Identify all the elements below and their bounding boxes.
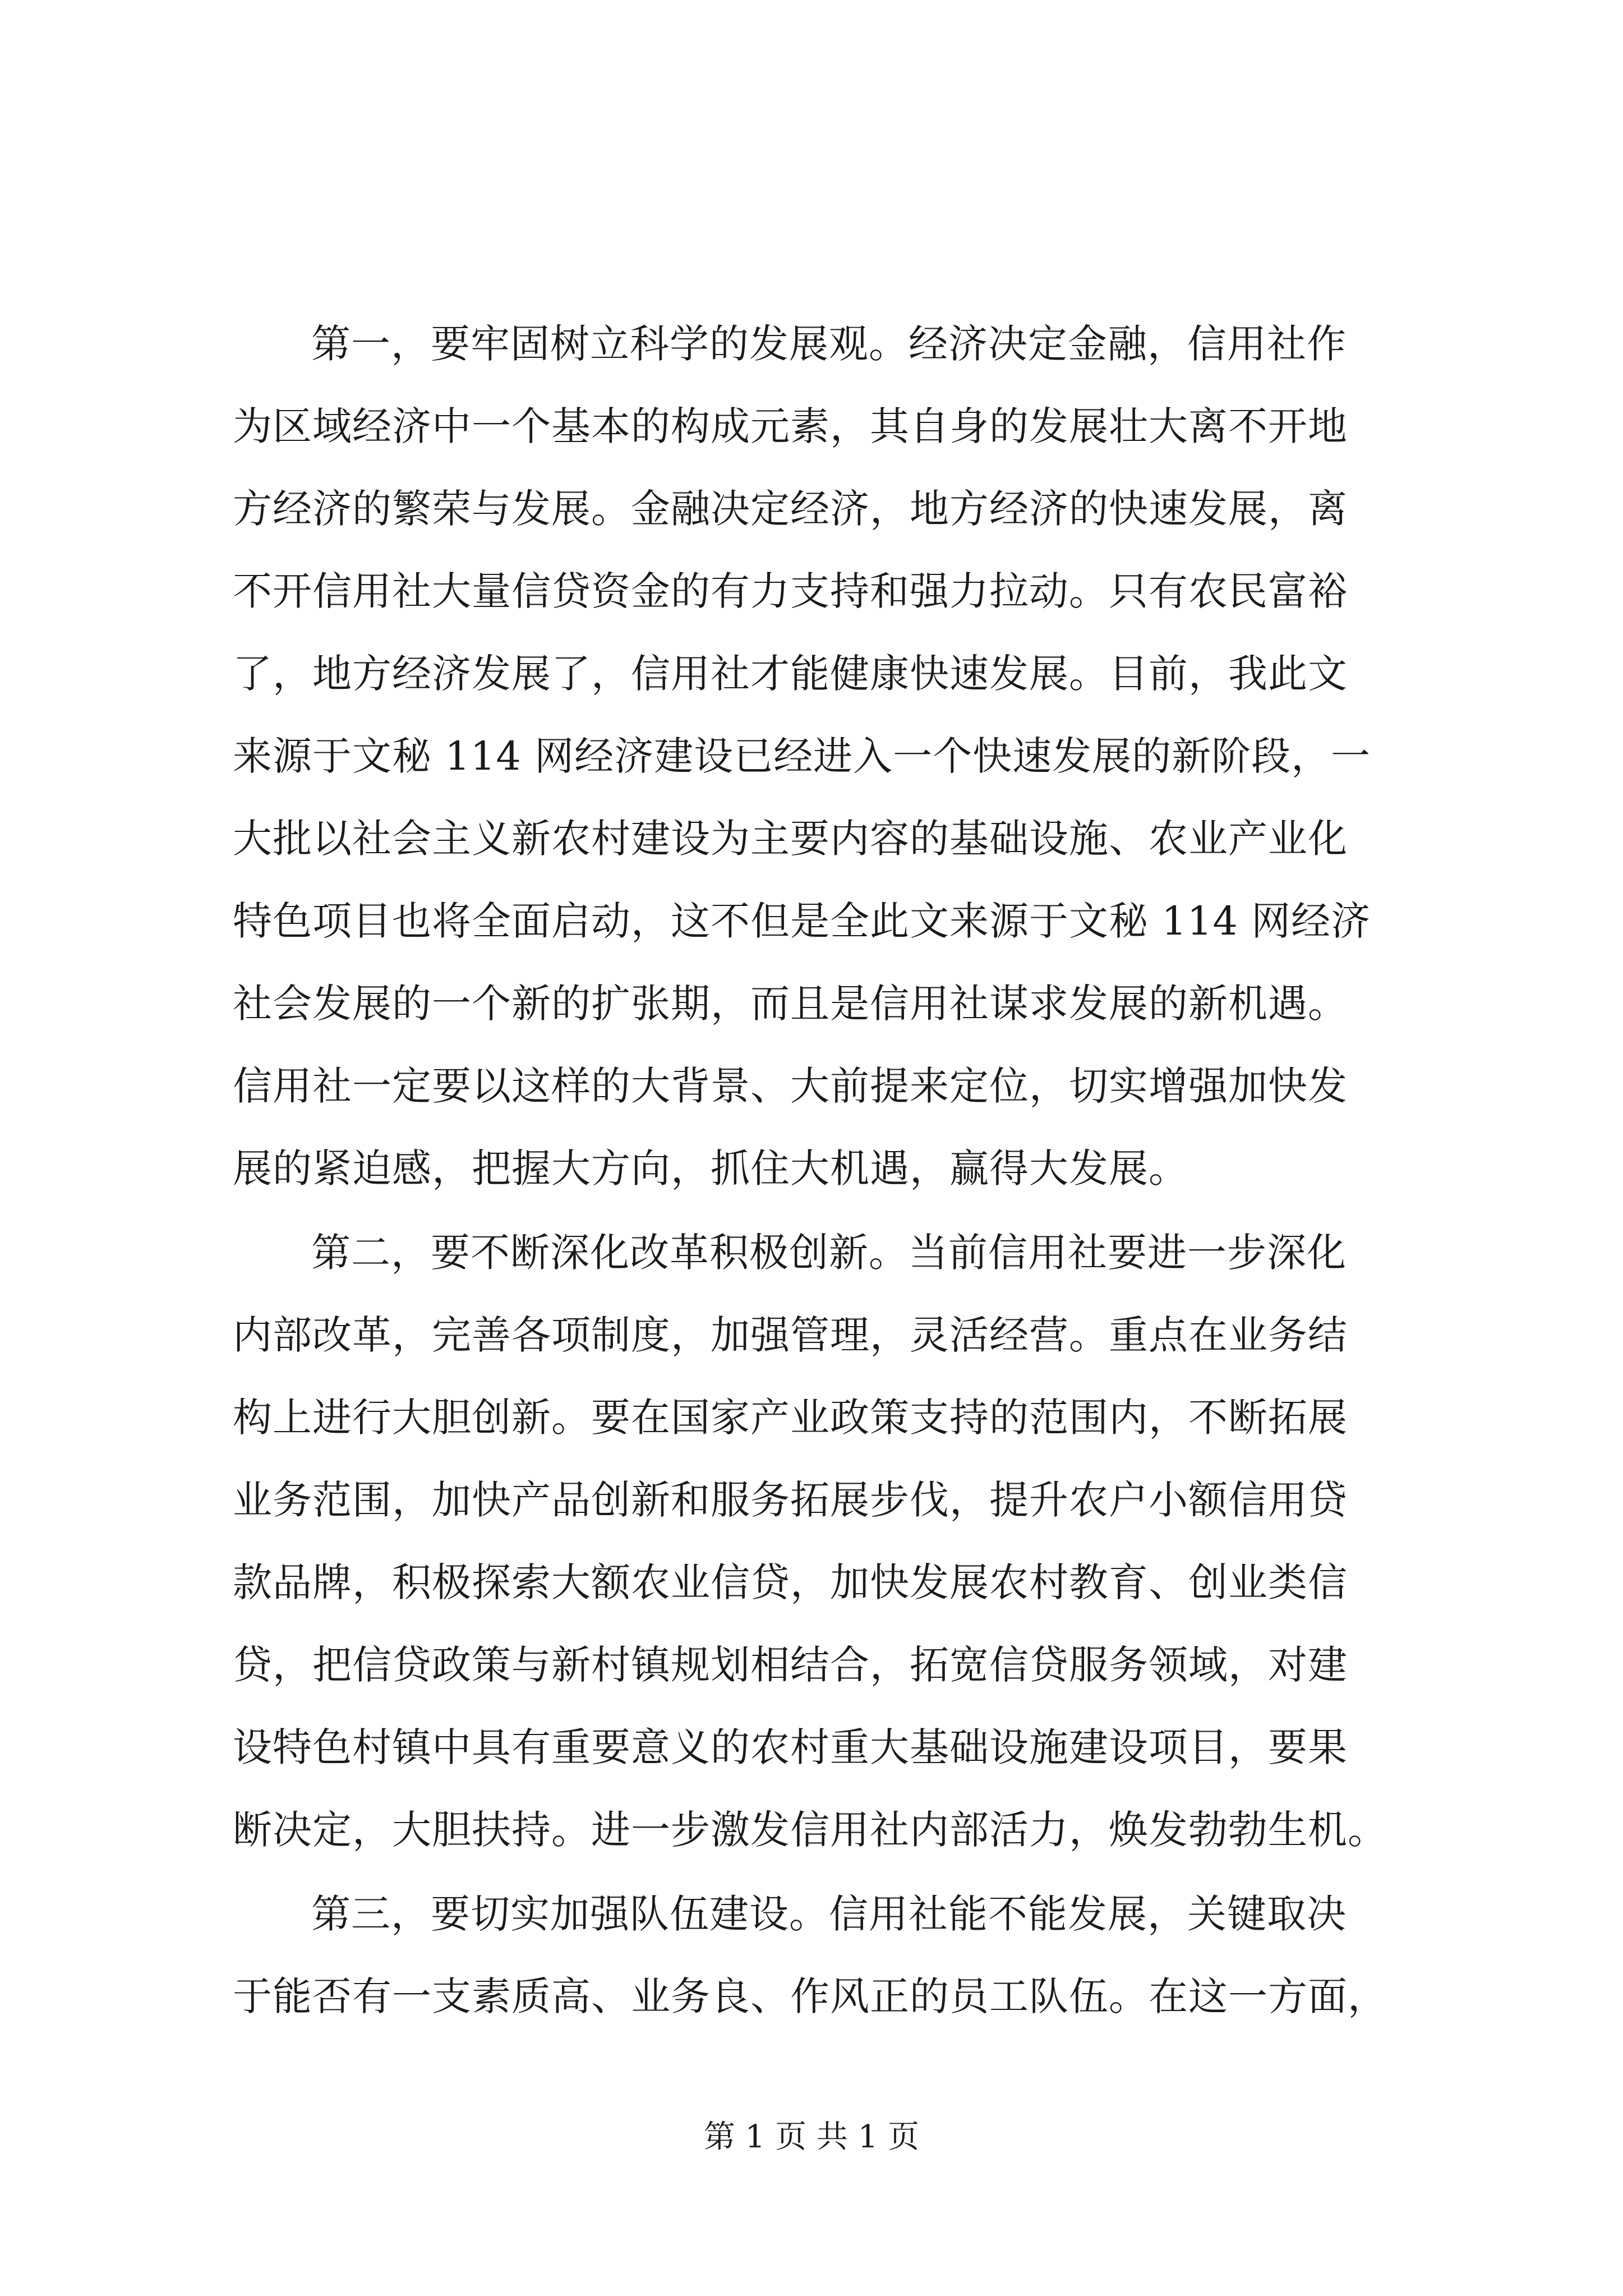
paragraph-2-line-5: 款品牌，积极探索大额农业信贷，加快发展农村教育、创业类信 (233, 1559, 1348, 1605)
paragraph-1-line-5: 了，地方经济发展了，信用社才能健康快速发展。目前，我此文 (233, 651, 1348, 697)
paragraph-1-line-11: 展的紧迫感，把握大方向，抓住大机遇，赢得大发展。 (233, 1145, 1188, 1191)
paragraph-1-line-3: 方经济的繁荣与发展。金融决定经济，地方经济的快速发展，离 (233, 486, 1348, 532)
document-body (233, 303, 1410, 2038)
paragraph-3-line-1: 第三，要切实加强队伍建设。信用社能不能发展，关键取决 (311, 1891, 1347, 1937)
paragraph-2-line-8: 断决定，大胆扶持。进一步激发信用社内部活力，焕发勃勃生机。 (233, 1807, 1387, 1853)
paragraph-2-line-4: 业务范围，加快产品创新和服务拓展步伐，提升农户小额信用贷 (233, 1477, 1348, 1523)
paragraph-2-line-7: 设特色村镇中具有重要意义的农村重大基础设施建设项目，要果 (233, 1724, 1348, 1770)
paragraph-3-line-2: 于能否有一支素质高、业务良、作风正的员工队伍。在这一方面， (233, 1973, 1387, 2019)
page-number-info: 第 1 页 共 1 页 (703, 2119, 920, 2155)
paragraph-2-line-6: 贷，把信贷政策与新村镇规划相结合，拓宽信贷服务领域，对建 (233, 1642, 1348, 1688)
paragraph-1-line-9: 社会发展的一个新的扩张期，而且是信用社谋求发展的新机遇。 (233, 981, 1348, 1027)
page-footer (0, 2115, 1623, 2160)
paragraph-1-line-6: 来源于文秘 114 网经济建设已经进入一个快速发展的新阶段，一 (233, 733, 1371, 779)
paragraph-1-line-10: 信用社一定要以这样的大背景、大前提来定位，切实增强加快发 (233, 1063, 1348, 1109)
paragraph-1-line-4: 不开信用社大量信贷资金的有力支持和强力拉动。只有农民富裕 (233, 568, 1348, 614)
paragraph-1-line-8: 特色项目也将全面启动，这不但是全此文来源于文秘 114 网经济 (233, 898, 1371, 944)
paragraph-2-line-1: 第二，要不断深化改革积极创新。当前信用社要进一步深化 (311, 1230, 1347, 1276)
paragraph-2-line-2: 内部改革，完善各项制度，加强管理，灵活经营。重点在业务结 (233, 1312, 1348, 1358)
paragraph-1-line-7: 大批以社会主义新农村建设为主要内容的基础设施、农业产业化 (233, 816, 1348, 862)
paragraph-1-line-1: 第一，要牢固树立科学的发展观。经济决定金融，信用社作 (311, 321, 1347, 367)
paragraph-2-line-3: 构上进行大胆创新。要在国家产业政策支持的范围内，不断拓展 (233, 1395, 1348, 1441)
paragraph-1-line-2: 为区域经济中一个基本的构成元素，其自身的发展壮大离不开地 (233, 403, 1348, 449)
